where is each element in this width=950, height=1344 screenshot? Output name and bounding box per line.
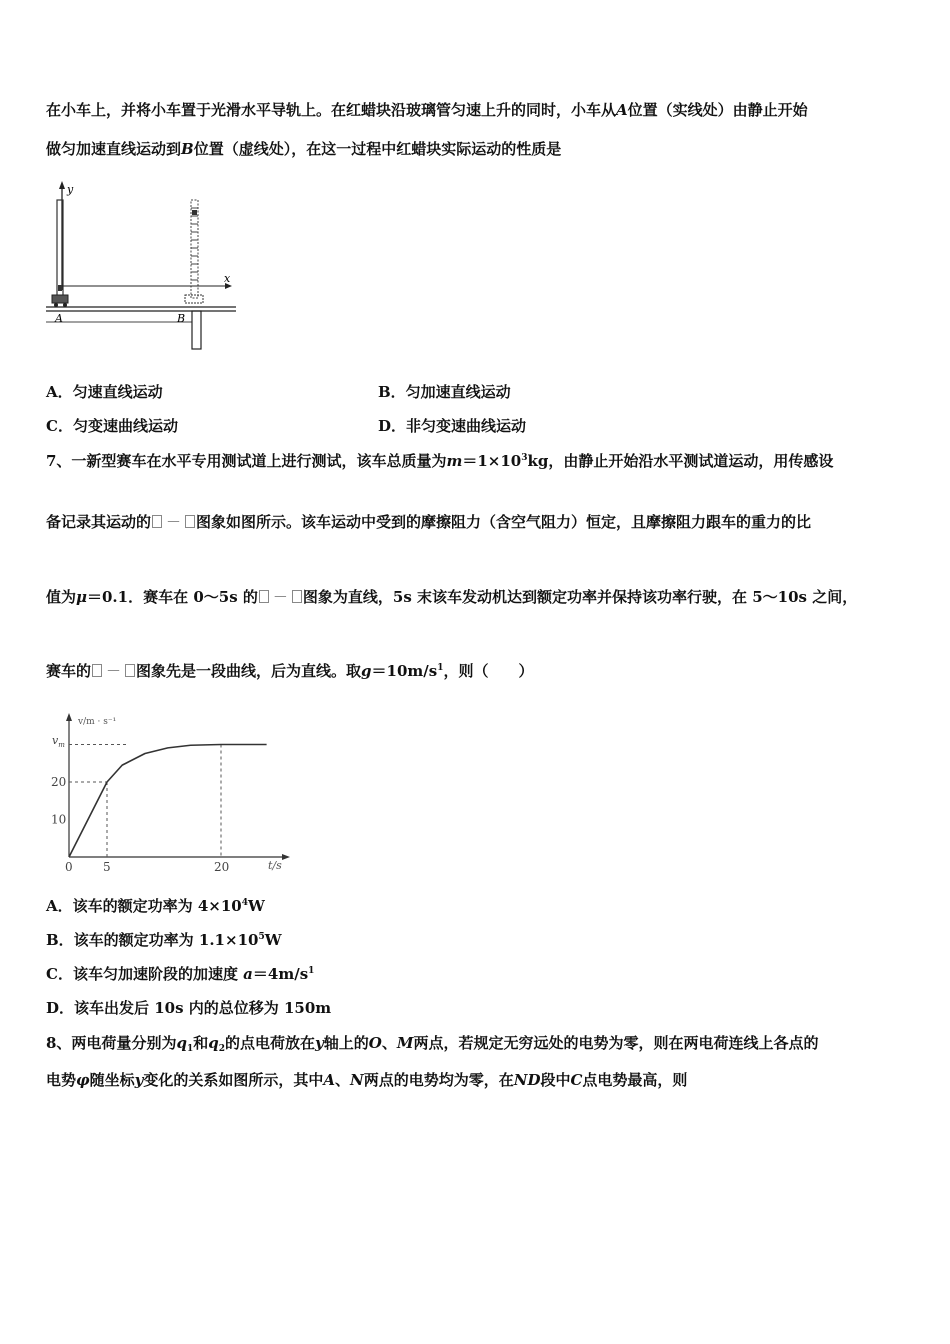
x-tick-label-20: 20 (214, 860, 230, 874)
missing-glyph-icon (152, 515, 162, 528)
chart-x-label: t/s (268, 859, 282, 872)
x-axis-label: x (224, 272, 231, 285)
x-tick-label-5: 5 (103, 860, 111, 874)
q7-option-b: B．该车的额定功率为 $1.1\times 10^5W$ (46, 931, 282, 949)
q6-text-line-2: 做匀加速直线运动到B位置（虚线处），在这一过程中红蜡块实际运动的性质是 (46, 140, 562, 158)
label-a: A (55, 312, 63, 325)
series-line-vt (69, 745, 267, 858)
y-tick-label-10: 10 (51, 812, 67, 827)
y-axis-arrowhead (59, 181, 65, 189)
y-tick-label-20: 20 (51, 775, 67, 789)
missing-glyph-icon (292, 590, 302, 603)
label-b: B (177, 312, 186, 325)
rail-stand (192, 311, 201, 349)
missing-glyph-icon (185, 515, 195, 528)
missing-glyph-icon (92, 664, 102, 677)
missing-glyph-icon (125, 664, 135, 677)
x-tick-label-0: 0 (65, 860, 73, 874)
q7-text-line-3: 值为μ＝0.1．赛车在 0～5s 的 － 图象为直线，5s 末该车发动机达到额定功率并保持该功率行驶，在 5～10s 之间， (46, 588, 858, 606)
q6-option-b: B．匀加速直线运动 (378, 383, 511, 401)
q7-text-line-2: 备记录其运动的 － 图象如图所示。该车运动中受到的摩擦阻力（含空气阻力）恒定，且摩擦阻力跟车的重力的比 (46, 513, 812, 531)
q6-cart-figure (44, 180, 284, 355)
q6-option-d: D．非匀变速曲线运动 (378, 417, 527, 435)
q7-text-line-1: 7、一新型赛车在水平专用测试道上进行测试，该车总质量为$m=1\times 10^3kg$，由静止开始沿水平测试道运动，用传感设 (46, 452, 834, 470)
chart-x-arrowhead (282, 854, 290, 860)
red-wax-block-a (58, 285, 62, 291)
missing-glyph-icon (259, 590, 269, 603)
y-axis-label: y (67, 183, 74, 196)
chart-y-label: v/m · s⁻¹ (78, 717, 117, 727)
q7-vt-chart (42, 710, 302, 880)
cart-a (52, 295, 68, 303)
q7-option-d: D．该车出发后 10s 内的总位移为 150m (46, 999, 332, 1017)
q6-text-line-1: 在小车上，并将小车置于光滑水平导轨上。在红蜡块沿玻璃管匀速上升的同时，小车从A位置（实线处）由静止开始 (46, 101, 808, 119)
q6-option-a: A．匀速直线运动 (46, 383, 163, 401)
q7-option-a: A．该车的额定功率为 $4\times 10^4W$ (46, 897, 265, 915)
cart-b (185, 295, 203, 303)
q7-text-line-4: 赛车的 － 图象先是一段曲线，后为直线。取$g=10m/s^1$，则（ ） (46, 662, 534, 680)
chart-vm-label: $v_m$ (52, 734, 65, 749)
q7-option-c: C．该车匀加速阶段的加速度 $a=4m/s^1$ (46, 965, 315, 983)
chart-y-arrowhead (66, 713, 72, 721)
q6-option-c: C．匀变速曲线运动 (46, 417, 178, 435)
red-wax-block-b (192, 210, 197, 215)
q8-text-line-2: 电势φ随坐标y变化的关系如图所示，其中A、N两点的电势均为零，在ND段中C点电势最高，则 (46, 1071, 688, 1089)
q8-text-line-1: 8、两电荷量分别为$q_1$和$q_2$的点电荷放在y轴上的O、M两点，若规定无穷远处的电势为零，则在两电荷连线上各点的 (46, 1034, 819, 1054)
